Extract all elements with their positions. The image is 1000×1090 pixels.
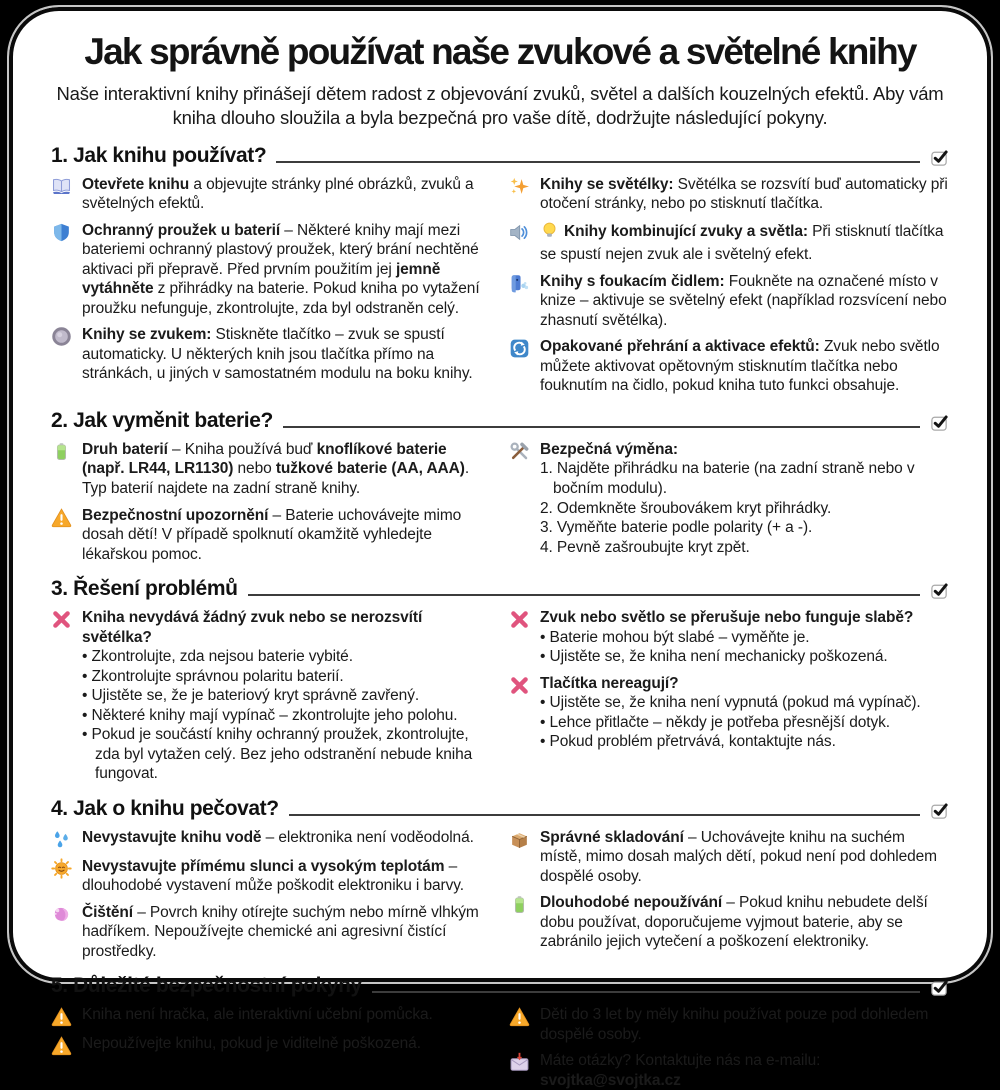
item-text: Opakované přehrání a aktivace efektů: Zvuk nebo světlo můžete aktivovat opětovným stisknutím tlačítka nebo fouknutím na čidlo, pokud kniha tuto funkci obsahuje.: [540, 338, 944, 395]
list-item: [51, 1005, 491, 1027]
item-heading: Kniha nevydává žádný zvuk nebo se nerozsvítí světélka?: [82, 609, 427, 646]
numbered-step: 4. Pevně zašroubujte kryt zpět.: [540, 538, 750, 556]
item-text: [540, 440, 949, 557]
list-item: [509, 272, 949, 331]
error-x-icon: [509, 674, 532, 752]
section-header: [51, 409, 949, 433]
list-item: [51, 440, 491, 499]
list-item: [51, 608, 491, 784]
section-batteries: [51, 409, 949, 564]
section-header: [51, 974, 949, 998]
warning-icon: [51, 1034, 74, 1056]
error-x-icon: [51, 608, 74, 784]
section-left-column: [51, 828, 491, 962]
section-safety: [51, 974, 949, 1090]
battery-icon: [509, 893, 532, 952]
item-text: Ochranný proužek u baterií – Některé knihy mají mezi bateriemi ochranný plastový proužek, který brání nechtěné aktivaci při přepravě. Před prvním použitím jej jemně vytáhněte z přihrádky na baterie. Pokud kniha po vytažení proužku nefunguje, zkontrolujte, zda byl odstraněn celý.: [82, 221, 484, 317]
shield-icon: [51, 221, 74, 319]
section-left-column: [51, 440, 491, 564]
section-right-column: [509, 608, 949, 784]
section-troubleshooting: [51, 577, 949, 784]
section-right-column: [509, 828, 949, 962]
item-text: Děti do 3 let by měly knihu používat pouze pod dohledem dospělé osoby.: [540, 1006, 933, 1043]
section-header: [51, 797, 949, 821]
item-text: Nevystavujte přímému slunci a vysokým teplotám – dlouhodobé vystavení může poškodit elektroniku i barvy.: [82, 857, 464, 895]
section-care: [51, 797, 949, 962]
section-header: [51, 144, 949, 168]
instruction-sheet: [7, 5, 993, 1089]
item-text: Otevřete knihu a objevujte stránky plné obrázků, zvuků a světelných efektů.: [82, 175, 478, 213]
sparkles-icon: [509, 175, 532, 214]
tools-icon: [509, 440, 532, 557]
warning-icon: [51, 1005, 74, 1027]
bullet-line: • Baterie mohou být slabé – vyměňte je.: [540, 628, 810, 646]
checkbox-checked-icon: [930, 978, 949, 997]
list-item: [51, 903, 491, 962]
battery-icon: [51, 440, 74, 499]
list-item: [509, 221, 949, 265]
list-item: [51, 857, 491, 896]
item-text: Kniha není hračka, ale interaktivní učební pomůcka.: [82, 1006, 433, 1024]
list-item: [51, 221, 491, 319]
section-left-column: [51, 608, 491, 784]
bullet-line: • Ujistěte se, že kniha není mechanicky poškozená.: [540, 648, 888, 666]
numbered-step: 2. Odemkněte šroubovákem kryt přihrádky.: [540, 499, 832, 517]
blow-sensor-icon: [509, 272, 532, 331]
section-heading: 1. Jak knihu používat?: [51, 143, 267, 167]
list-item: [509, 674, 949, 752]
section-heading: 4. Jak o knihu pečovat?: [51, 796, 279, 820]
section-left-column: [51, 175, 491, 396]
section-right-column: [509, 175, 952, 396]
section-usage: [51, 143, 952, 396]
list-item: [509, 1051, 949, 1090]
item-text: Knihy se světélky: Světélka se rozsvítí buď automaticky při otočení stránky, nebo po stisknutí tlačítka.: [540, 175, 952, 213]
item-heading: Zvuk nebo světlo se přerušuje nebo funguje slabě?: [540, 609, 914, 627]
item-text: Čištění – Povrch knihy otírejte suchým nebo mírně vlhkým hadříkem. Nepoužívejte chemické ani agresivní čistící prostředky.: [82, 903, 483, 960]
item-text: [82, 608, 491, 784]
list-item: [509, 1005, 949, 1044]
bullet-line: • Ujistěte se, že kniha není vypnutá (pokud má vypínač).: [540, 694, 921, 712]
item-text: [540, 608, 913, 667]
item-text: Knihy kombinující zvuky a světla: Při stisknutí tlačítka se spustí nejen zvuk ale i světelný efekt.: [540, 222, 948, 264]
item-text: Knihy se zvukem: Stiskněte tlačítko – zvuk se spustí automaticky. U některých knih jsou tlačítka přímo na stránkách, u jiných v samostatném modulu na boku knihy.: [82, 326, 473, 383]
list-item: [51, 325, 491, 384]
section-left-column: [51, 1005, 491, 1090]
bullet-line: • Zkontrolujte, zda nejsou baterie vybité.: [82, 648, 353, 666]
list-item: [51, 506, 491, 565]
numbered-step: 1. Najděte přihrádku na baterie (na zadní straně nebo v bočním modulu).: [540, 460, 915, 497]
list-item: [51, 175, 491, 214]
item-text: Nepoužívejte knihu, pokud je viditelně poškozená.: [82, 1035, 421, 1053]
bullet-line: • Zkontrolujte správnou polaritu baterií.: [82, 667, 344, 685]
soap-icon: [51, 903, 74, 962]
item-text: [540, 674, 921, 752]
numbered-step: 3. Vyměňte baterie podle polarity (+ a -).: [540, 519, 813, 537]
item-text: Druh baterií – Kniha používá buď knoflíkové baterie (např. LR44, LR1130) nebo tužkové baterie (AA, AAA). Typ baterií najdete na zadní straně knihy.: [82, 440, 473, 497]
item-heading: Bezpečná výměna:: [540, 440, 678, 458]
warning-icon: [51, 506, 74, 565]
item-text: Máte otázky? Kontaktujte nás na e-mailu: svojtka@svojtka.cz: [540, 1052, 825, 1089]
checkbox-checked-icon: [930, 801, 949, 820]
email-icon: [509, 1051, 532, 1090]
section-rule: [283, 426, 920, 428]
item-text: Správné skladování – Uchovávejte knihu na suchém místě, mimo dosah malých dětí, pokud není pod dohledem dospělé osoby.: [540, 828, 942, 885]
section-rule: [276, 161, 920, 163]
error-x-icon: [509, 608, 532, 667]
item-text: Bezpečnostní upozornění – Baterie uchovávejte mimo dosah dětí! V případě spolknutí okamžitě vyhledejte lékařskou pomoc.: [82, 506, 466, 563]
section-header: [51, 577, 949, 601]
section-right-column: [509, 440, 949, 564]
list-item: [51, 1034, 491, 1056]
lightbulb-icon: [540, 221, 559, 246]
list-item: [509, 337, 949, 396]
item-text: Dlouhodobé nepoužívání – Pokud knihu nebudete delší dobu používat, doporučujeme vyjmout baterie, aby se zabránilo jejich vytečení a poškození elektroniky.: [540, 894, 932, 951]
section-heading: 2. Jak vyměnit baterie?: [51, 408, 273, 432]
bullet-line: • Některé knihy mají vypínač – zkontrolujte jeho polohu.: [82, 706, 458, 724]
section-rule: [289, 814, 920, 816]
checkbox-checked-icon: [930, 581, 949, 600]
item-text: Knihy s foukacím čidlem: Foukněte na označené místo v knize – aktivuje se světelný efekt (například rozsvícení nebo zhasnutí světélka).: [540, 272, 951, 329]
water-drops-icon: [51, 828, 74, 850]
open-book-icon: [51, 175, 74, 214]
bullet-line: • Pokud je součástí knihy ochranný proužek, zkontrolujte, zda byl vytažen celý. Bez jeho odstranění nebude kniha fungovat.: [82, 726, 473, 783]
list-item: [509, 828, 949, 887]
page-title: Jak správně používat naše zvukové a světelné knihy: [84, 31, 916, 72]
item-heading: Tlačítka nereagují?: [540, 674, 679, 692]
sound-button-icon: [51, 325, 74, 384]
intro-text: Naše interaktivní knihy přinášejí dětem radost z objevování zvuků, světel a dalších kouzelných efektů. Aby vám kniha dlouho sloužila a byla bezpečná pro vaše dítě, dodržujte následující pokyny.: [56, 83, 944, 129]
section-heading: 5. Důležité bezpečnostní pokyny: [51, 974, 362, 998]
section-rule: [248, 594, 920, 596]
list-item: [509, 175, 952, 214]
section-rule: [372, 991, 920, 993]
section-right-column: [509, 1005, 949, 1090]
package-icon: [509, 828, 532, 887]
checkbox-checked-icon: [930, 413, 949, 432]
speaker-icon: [509, 221, 532, 265]
checkbox-checked-icon: [930, 148, 949, 167]
list-item: [509, 608, 949, 667]
sun-icon: [51, 857, 74, 896]
bullet-line: • Ujistěte se, že je bateriový kryt správně zavřený.: [82, 687, 420, 705]
list-item: [509, 893, 949, 952]
list-item: [509, 440, 949, 557]
section-heading: 3. Řešení problémů: [51, 577, 238, 601]
item-text: Nevystavujte knihu vodě – elektronika není voděodolná.: [82, 828, 474, 846]
repeat-icon: [509, 337, 532, 396]
bullet-line: • Lehce přitlačte – někdy je potřeba přesnější dotyk.: [540, 713, 890, 731]
list-item: [51, 828, 491, 850]
bullet-line: • Pokud problém přetrvává, kontaktujte nás.: [540, 733, 836, 751]
warning-icon: [509, 1005, 532, 1044]
